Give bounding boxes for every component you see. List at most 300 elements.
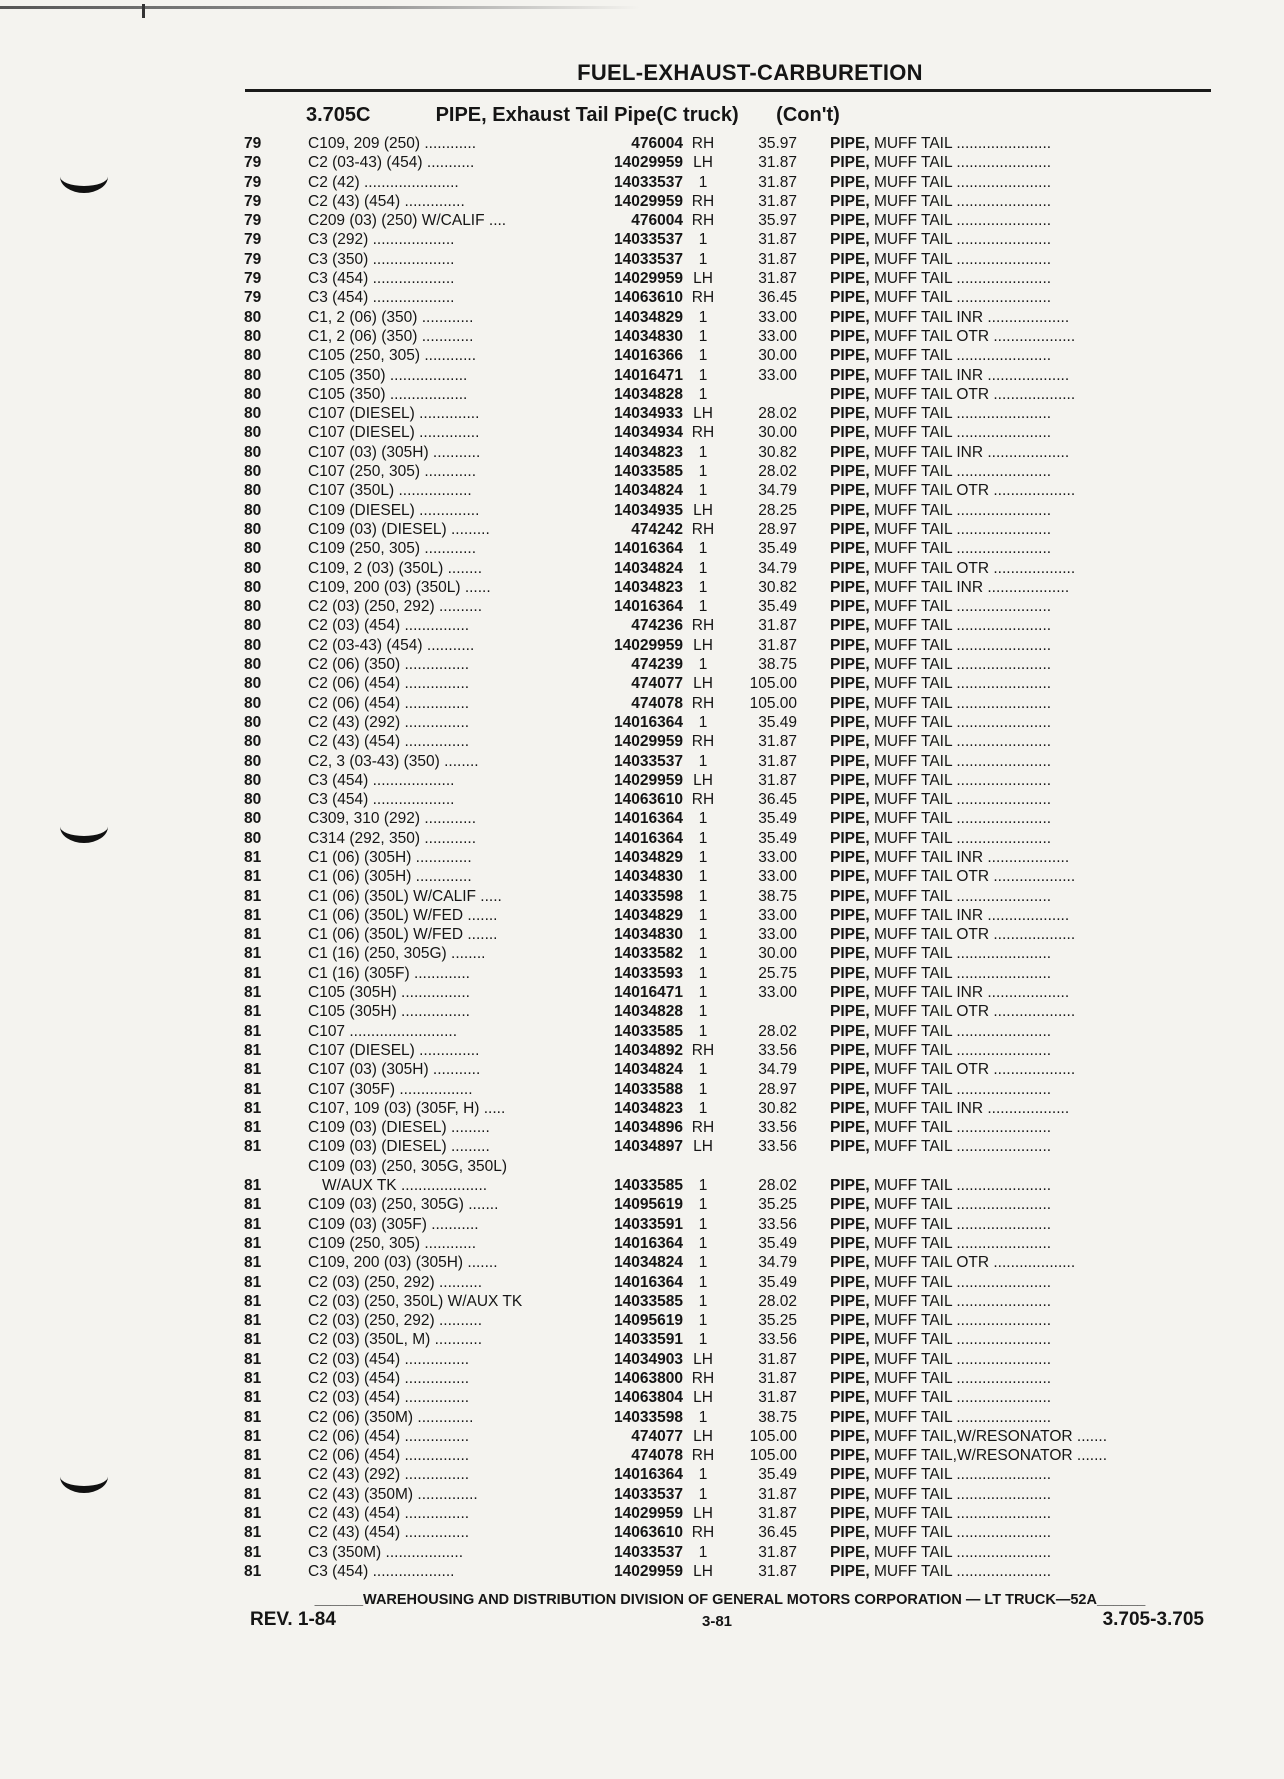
model-application (308, 829, 568, 848)
table-row (240, 944, 1215, 963)
division-footer: ______WAREHOUSING AND DISTRIBUTION DIVISION OF GENERAL MOTORS CORPORATION — LT TRUCK—52A______ (314, 1592, 1146, 1608)
figure-number: 81 (244, 1562, 262, 1580)
description-text: MUFF TAIL OTR ................... (869, 1254, 1076, 1272)
table-row (240, 1427, 1215, 1446)
part-number: 14063800 (614, 1370, 683, 1387)
list-price: 28.02 (758, 1292, 797, 1310)
list-price: 35.49 (758, 1466, 797, 1484)
model-application (308, 1446, 568, 1465)
list-price: 33.00 (758, 308, 797, 326)
model-text: C2 (06) (350) ............... (308, 656, 470, 674)
part-number: 14016366 (614, 347, 683, 365)
list-price: 35.49 (758, 810, 797, 828)
part-number: 14034824 (614, 559, 683, 577)
table-row (240, 906, 1215, 925)
description-text: MUFF TAIL OTR ................... (869, 1003, 1076, 1021)
quantity-side: 1 (698, 906, 708, 924)
part-description (830, 944, 1215, 963)
part-description (830, 1408, 1215, 1427)
description-text: MUFF TAIL ...................... (869, 887, 1052, 905)
quantity-side: 1 (698, 173, 708, 191)
list-price: 33.00 (758, 926, 797, 944)
part-number: 14033585 (614, 1022, 683, 1040)
quantity-side: LH (693, 405, 713, 423)
model-application (308, 404, 568, 423)
description-text: MUFF TAIL INR ................... (869, 308, 1070, 326)
table-row (240, 539, 1215, 558)
description-text: MUFF TAIL ...................... (869, 1234, 1052, 1252)
quantity-side: 1 (698, 540, 708, 558)
quantity-side: RH (691, 424, 715, 442)
part-description (830, 385, 1215, 404)
model-application (308, 211, 568, 230)
description-text: MUFF TAIL ...................... (869, 463, 1052, 481)
figure-number: 80 (244, 791, 262, 809)
table-row (240, 173, 1215, 192)
description-noun: PIPE, (830, 1331, 870, 1349)
part-number: 14016364 (614, 810, 683, 828)
table-row (240, 1002, 1215, 1021)
group-title: PIPE, Exhaust Tail Pipe(C truck) (435, 104, 739, 126)
figure-number: 81 (244, 1543, 262, 1561)
model-application (308, 481, 568, 500)
model-text: C1 (16) (250, 305G) ........ (308, 945, 486, 963)
figure-number: 80 (244, 733, 262, 751)
model-text: C1 (06) (350L) W/CALIF ..... (308, 887, 502, 905)
binder-hole-top (60, 160, 108, 193)
description-noun: PIPE, (830, 598, 870, 616)
list-price: 28.02 (758, 1022, 797, 1040)
list-price: 31.87 (758, 636, 797, 654)
quantity-side: LH (693, 675, 713, 693)
quantity-side: 1 (698, 1215, 708, 1233)
list-price: 35.49 (758, 598, 797, 616)
part-description (830, 230, 1215, 249)
figure-number: 81 (244, 1254, 262, 1272)
part-number: 14034824 (614, 482, 683, 500)
part-description (830, 346, 1215, 365)
model-text: C2 (43) (454) ............... (308, 733, 470, 751)
description-text: MUFF TAIL ...................... (869, 771, 1052, 789)
quantity-side: RH (691, 791, 715, 809)
description-noun: PIPE, (830, 617, 870, 635)
part-description (830, 1273, 1215, 1292)
figure-number: 81 (244, 1292, 262, 1310)
quantity-side: 1 (698, 868, 708, 886)
part-description (830, 1311, 1215, 1330)
description-noun: PIPE, (830, 1022, 870, 1040)
figure-number: 81 (244, 1350, 262, 1368)
model-application (308, 1157, 568, 1196)
description-noun: PIPE, (830, 906, 870, 924)
description-text: MUFF TAIL ...................... (869, 540, 1052, 558)
part-description (830, 134, 1215, 153)
figure-number: 81 (244, 1177, 262, 1195)
part-description (830, 462, 1215, 481)
description-text: MUFF TAIL ...................... (869, 1331, 1052, 1349)
table-row (240, 925, 1215, 944)
model-text: C1 (06) (305H) ............. (308, 848, 472, 866)
model-application (308, 230, 568, 249)
model-application (308, 366, 568, 385)
list-price: 38.75 (758, 656, 797, 674)
quantity-side: LH (693, 771, 713, 789)
model-text: C105 (305H) ................ (308, 984, 470, 1002)
model-text: C2 (03) (250, 292) .......... (308, 1312, 483, 1330)
part-description (830, 1292, 1215, 1311)
model-application (308, 308, 568, 327)
table-row (240, 153, 1215, 172)
part-description (830, 539, 1215, 558)
quantity-side: RH (691, 617, 715, 635)
quantity-side: LH (693, 636, 713, 654)
model-application (308, 462, 568, 481)
description-noun: PIPE, (830, 289, 870, 307)
quantity-side: 1 (698, 1466, 708, 1484)
part-description (830, 1002, 1215, 1021)
table-row (240, 269, 1215, 288)
list-price: 30.00 (758, 424, 797, 442)
description-noun: PIPE, (830, 135, 870, 152)
part-description (830, 250, 1215, 269)
section-title: FUEL-EXHAUST-CARBURETION (577, 60, 923, 85)
table-row (240, 211, 1215, 230)
description-text: MUFF TAIL ...................... (869, 154, 1052, 172)
model-text: C109, 200 (03) (305H) ....... (308, 1254, 498, 1272)
model-application (308, 1311, 568, 1330)
model-application (308, 1234, 568, 1253)
part-number: 14033585 (614, 1292, 683, 1310)
quantity-side: LH (693, 1138, 713, 1156)
part-number: 476004 (631, 212, 683, 230)
model-text: C2 (03) (454) ............... (308, 1389, 470, 1407)
model-text: C109 (03) (250, 305G) ....... (308, 1196, 499, 1214)
quantity-side: LH (693, 1505, 713, 1523)
description-noun: PIPE, (830, 1466, 870, 1484)
description-noun: PIPE, (830, 366, 870, 384)
model-application (308, 1330, 568, 1349)
model-text: C209 (03) (250) W/CALIF .... (308, 212, 507, 230)
table-row (240, 887, 1215, 906)
part-description (830, 713, 1215, 732)
part-description (830, 327, 1215, 346)
model-application (308, 887, 568, 906)
model-application (308, 1427, 568, 1446)
description-text: MUFF TAIL ...................... (869, 1370, 1052, 1387)
quantity-side: LH (693, 270, 713, 288)
part-description (830, 1330, 1215, 1349)
list-price: 33.56 (758, 1119, 797, 1137)
list-price: 33.00 (758, 366, 797, 384)
figure-number: 81 (244, 1215, 262, 1233)
figure-number: 79 (244, 250, 262, 268)
model-application (308, 1388, 568, 1407)
figure-number: 81 (244, 1427, 262, 1445)
quantity-side: RH (691, 135, 715, 152)
figure-number: 80 (244, 327, 262, 345)
description-noun: PIPE, (830, 1543, 870, 1561)
figure-number: 80 (244, 829, 262, 847)
figure-number: 79 (244, 289, 262, 307)
part-description (830, 1080, 1215, 1099)
model-application (308, 250, 568, 269)
model-application (308, 1137, 568, 1156)
figure-number: 81 (244, 1408, 262, 1426)
description-noun: PIPE, (830, 231, 870, 249)
quantity-side: 1 (698, 1003, 708, 1021)
model-text: C309, 310 (292) ............ (308, 810, 477, 828)
part-number: 14034896 (614, 1119, 683, 1137)
quantity-side: 1 (698, 250, 708, 268)
list-price: 31.87 (758, 173, 797, 191)
description-text: MUFF TAIL OTR ................... (869, 385, 1076, 403)
quantity-side: 1 (698, 463, 708, 481)
description-noun: PIPE, (830, 1080, 870, 1098)
model-text: C107, 109 (03) (305F, H) ..... (308, 1099, 506, 1117)
description-text: MUFF TAIL INR ................... (869, 578, 1070, 596)
description-noun: PIPE, (830, 308, 870, 326)
description-noun: PIPE, (830, 270, 870, 288)
figure-number: 79 (244, 135, 262, 152)
description-noun: PIPE, (830, 1254, 870, 1272)
table-row (240, 385, 1215, 404)
part-description (830, 1215, 1215, 1234)
quantity-side: 1 (698, 848, 708, 866)
model-application (308, 559, 568, 578)
table-row (240, 1388, 1215, 1407)
list-price: 35.49 (758, 829, 797, 847)
table-row (240, 964, 1215, 983)
quantity-side: LH (693, 154, 713, 172)
binder-hole-bottom (60, 1460, 108, 1493)
figure-number: 81 (244, 1061, 262, 1079)
description-noun: PIPE, (830, 675, 870, 693)
part-description (830, 520, 1215, 539)
part-description (830, 1523, 1215, 1542)
table-row (240, 1195, 1215, 1214)
figure-number: 80 (244, 617, 262, 635)
model-application (308, 1060, 568, 1079)
description-noun: PIPE, (830, 887, 870, 905)
model-application (308, 192, 568, 211)
model-application (308, 1273, 568, 1292)
part-description (830, 906, 1215, 925)
model-application (308, 616, 568, 635)
quantity-side: 1 (698, 713, 708, 731)
list-price: 31.87 (758, 1562, 797, 1580)
part-number: 14063610 (614, 791, 683, 809)
description-text: MUFF TAIL ...................... (869, 289, 1052, 307)
description-text: MUFF TAIL ...................... (869, 405, 1052, 423)
table-row (240, 192, 1215, 211)
figure-number: 80 (244, 771, 262, 789)
part-number: 14034935 (614, 501, 683, 519)
table-row (240, 288, 1215, 307)
part-number: 14034897 (614, 1138, 683, 1156)
model-application (308, 636, 568, 655)
part-number: 14034824 (614, 1254, 683, 1272)
part-number: 14033537 (614, 1485, 683, 1503)
model-text: C3 (350M) .................. (308, 1543, 464, 1561)
table-row (240, 462, 1215, 481)
description-noun: PIPE, (830, 192, 870, 210)
model-text: C109 (03) (250, 305G, 350L) (308, 1157, 508, 1175)
model-application (308, 269, 568, 288)
figure-number: 81 (244, 1331, 262, 1349)
part-description (830, 655, 1215, 674)
table-row (240, 752, 1215, 771)
model-application (308, 906, 568, 925)
figure-number: 80 (244, 540, 262, 558)
figure-number: 81 (244, 1041, 262, 1059)
quantity-side: RH (691, 694, 715, 712)
table-row (240, 1446, 1215, 1465)
part-number: 14034830 (614, 926, 683, 944)
table-row (240, 423, 1215, 442)
table-row (240, 1041, 1215, 1060)
model-text: C105 (250, 305) ............ (308, 347, 477, 365)
figure-number: 81 (244, 1485, 262, 1503)
part-number: 14095619 (614, 1312, 683, 1330)
table-row (240, 404, 1215, 423)
description-text: MUFF TAIL INR ................... (869, 984, 1070, 1002)
part-description (830, 1099, 1215, 1118)
description-text: MUFF TAIL ...................... (869, 1080, 1052, 1098)
part-number: 14034823 (614, 443, 683, 461)
part-number: 14033585 (614, 1177, 683, 1195)
model-text: C109 (03) (305F) ........... (308, 1215, 479, 1233)
quantity-side: 1 (698, 984, 708, 1002)
description-text: MUFF TAIL ...................... (869, 1177, 1052, 1195)
figure-number: 81 (244, 1099, 262, 1117)
description-noun: PIPE, (830, 848, 870, 866)
scan-tick-mark (142, 4, 145, 18)
group-heading (306, 104, 840, 127)
table-row (240, 1504, 1215, 1523)
model-application (308, 674, 568, 693)
description-noun: PIPE, (830, 1003, 870, 1021)
list-price: 31.87 (758, 1370, 797, 1387)
part-number: 14034934 (614, 424, 683, 442)
description-noun: PIPE, (830, 1524, 870, 1542)
revision-label: REV. 1-84 (250, 1609, 336, 1630)
group-code: 3.705C (306, 104, 371, 126)
part-description (830, 1427, 1215, 1446)
quantity-side: RH (691, 1524, 715, 1542)
part-description (830, 501, 1215, 520)
table-row (240, 1543, 1215, 1562)
model-text: C105 (350) .................. (308, 366, 468, 384)
part-description (830, 1195, 1215, 1214)
description-noun: PIPE, (830, 694, 870, 712)
figure-number: 80 (244, 810, 262, 828)
model-text: C3 (454) ................... (308, 771, 455, 789)
part-description (830, 1485, 1215, 1504)
model-application (308, 153, 568, 172)
part-number: 14034824 (614, 1061, 683, 1079)
list-price: 31.87 (758, 270, 797, 288)
part-description (830, 1060, 1215, 1079)
quantity-side: RH (691, 192, 715, 210)
description-noun: PIPE, (830, 405, 870, 423)
part-number: 14033537 (614, 250, 683, 268)
part-description (830, 829, 1215, 848)
figure-number: 81 (244, 1080, 262, 1098)
list-price: 31.87 (758, 1505, 797, 1523)
description-noun: PIPE, (830, 733, 870, 751)
quantity-side: 1 (698, 1273, 708, 1291)
quantity-side: 1 (698, 810, 708, 828)
part-number: 14033537 (614, 173, 683, 191)
table-row (240, 443, 1215, 462)
quantity-side: 1 (698, 1485, 708, 1503)
figure-number: 81 (244, 1119, 262, 1137)
part-description (830, 1388, 1215, 1407)
description-noun: PIPE, (830, 173, 870, 191)
part-description (830, 1350, 1215, 1369)
table-row (240, 597, 1215, 616)
figure-number: 80 (244, 520, 262, 538)
list-price: 31.87 (758, 752, 797, 770)
description-text: MUFF TAIL ...................... (869, 656, 1052, 674)
table-row (240, 1118, 1215, 1137)
part-number: 14033537 (614, 1543, 683, 1561)
description-noun: PIPE, (830, 1447, 870, 1465)
quantity-side: 1 (698, 1234, 708, 1252)
figure-number: 81 (244, 1273, 262, 1291)
part-description (830, 1234, 1215, 1253)
table-row (240, 1234, 1215, 1253)
description-noun: PIPE, (830, 1350, 870, 1368)
model-application (308, 694, 568, 713)
description-noun: PIPE, (830, 540, 870, 558)
list-price: 31.87 (758, 1485, 797, 1503)
part-number: 14033588 (614, 1080, 683, 1098)
part-description (830, 211, 1215, 230)
description-text: MUFF TAIL ...................... (869, 1119, 1052, 1137)
description-noun: PIPE, (830, 1505, 870, 1523)
list-price: 35.49 (758, 713, 797, 731)
model-application (308, 964, 568, 983)
description-noun: PIPE, (830, 1138, 870, 1156)
model-text: C2 (06) (454) ............... (308, 1427, 470, 1445)
part-description (830, 1446, 1215, 1465)
description-text: MUFF TAIL ...................... (869, 192, 1052, 210)
description-noun: PIPE, (830, 212, 870, 230)
quantity-side: RH (691, 1041, 715, 1059)
part-number: 474077 (631, 1427, 683, 1445)
model-application (308, 173, 568, 192)
list-price: 38.75 (758, 887, 797, 905)
list-price: 35.97 (758, 212, 797, 230)
description-text: MUFF TAIL ...................... (869, 1485, 1052, 1503)
part-number: 14033593 (614, 964, 683, 982)
table-row (240, 809, 1215, 828)
description-text: MUFF TAIL OTR ................... (869, 1061, 1076, 1079)
part-number: 14029959 (614, 192, 683, 210)
model-application (308, 597, 568, 616)
description-noun: PIPE, (830, 1061, 870, 1079)
part-description (830, 752, 1215, 771)
part-description (830, 481, 1215, 500)
part-description (830, 559, 1215, 578)
model-text: C314 (292, 350) ............ (308, 829, 477, 847)
description-noun: PIPE, (830, 1370, 870, 1387)
model-application (308, 1099, 568, 1118)
description-text: MUFF TAIL ...................... (869, 1138, 1052, 1156)
part-number: 14034828 (614, 1003, 683, 1021)
table-row (240, 1292, 1215, 1311)
